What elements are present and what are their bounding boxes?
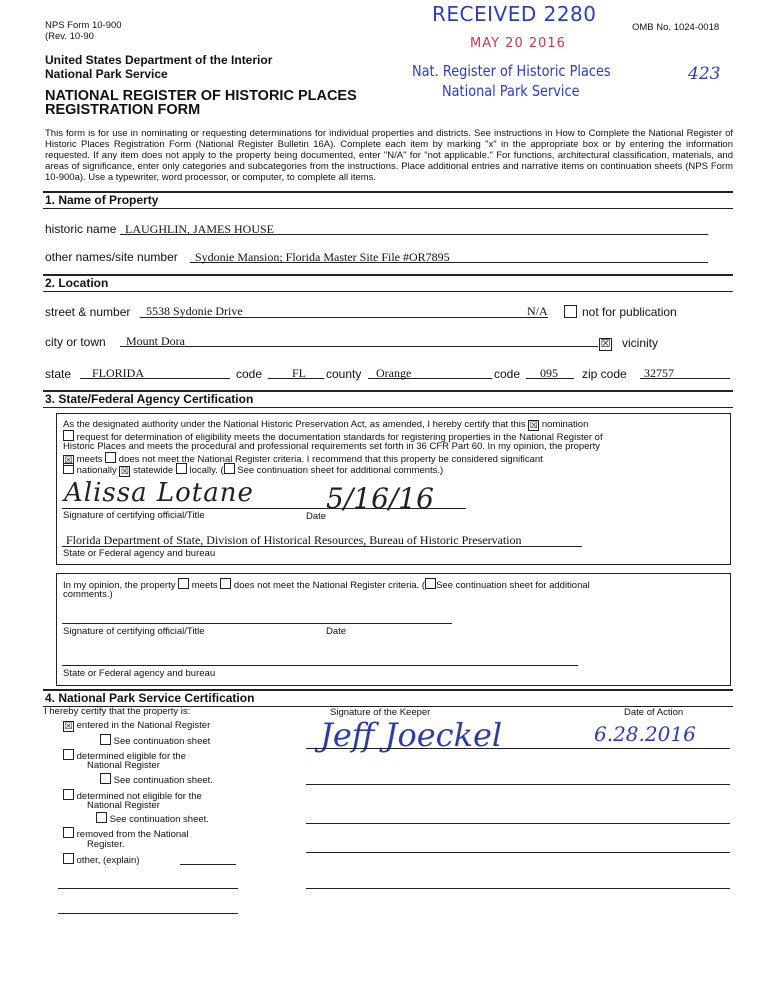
county-code-value[interactable]: 095 — [540, 366, 558, 380]
other-names-label: other names/site number — [45, 250, 178, 264]
agency-line-2 — [62, 665, 578, 666]
entered-option[interactable]: ☒ entered in the National Register — [64, 720, 211, 731]
keeper-signature-label: Signature of the Keeper — [330, 707, 431, 718]
department-name: United States Department of the Interior — [45, 53, 273, 67]
opinion-line-2: comments.) — [63, 589, 113, 600]
certify-line-3: Historic Places and meets the procedural and professional requirements set forth in 36 CFR Part 60. In my opinion, the property — [63, 441, 601, 452]
other-names-value[interactable]: Sydonie Mansion; Florida Master Site File #OR7895 — [195, 250, 450, 264]
keeper-line-4 — [306, 852, 730, 853]
removed-option-line-2: Register. — [87, 839, 125, 850]
street-na: N/A — [527, 304, 548, 318]
explain-line-2 — [58, 913, 238, 914]
agency-value[interactable]: Florida Department of State, Division of Historical Resources, Bureau of Historic Preservation — [66, 533, 522, 547]
stamp-nps-line: National Park Service — [442, 82, 580, 100]
historic-name-label: historic name — [45, 222, 117, 236]
state-code-label: code — [236, 367, 263, 381]
not-eligible-option[interactable]: determined not eligible for the — [63, 789, 202, 802]
certify-line-4: ☒ meets does not meet the National Register criteria. I recommend that this property be considered significant — [64, 454, 543, 465]
state-label: state — [45, 367, 72, 381]
certifying-official-signature: Alissa Lotane — [64, 478, 254, 508]
opinion-line-1: In my opinion, the property meets does not meet the National Register criteria. ( See continuation sheet for additional — [63, 580, 590, 591]
form-revision: (Rev. 10-90 — [45, 31, 94, 42]
zip-value[interactable]: 32757 — [644, 366, 674, 380]
received-date-stamp: MAY 20 2016 — [470, 36, 566, 51]
eligible-continuation[interactable]: See continuation sheet. — [100, 773, 213, 786]
historic-name-value[interactable]: LAUGHLIN, JAMES HOUSE — [125, 222, 274, 236]
street-label: street & number — [45, 305, 131, 319]
section-2-heading: 2. Location — [43, 274, 733, 292]
date-label-2: Date — [326, 626, 347, 637]
keeper-line-2 — [306, 784, 730, 785]
county-code-label: code — [494, 367, 521, 381]
not-eligible-option-line-2: National Register — [87, 800, 160, 811]
keeper-line-5 — [306, 888, 730, 889]
explain-line-1 — [58, 888, 238, 889]
agency-label-1: State or Federal agency and bureau — [63, 548, 216, 559]
state-value[interactable]: FLORIDA — [92, 366, 145, 380]
form-title-line1: NATIONAL REGISTER OF HISTORIC PLACES — [45, 88, 357, 104]
eligible-option[interactable]: determined eligible for the — [63, 749, 186, 762]
street-value[interactable]: 5538 Sydonie Drive — [146, 304, 243, 318]
not-for-publication-checkbox[interactable] — [564, 304, 577, 322]
state-code-value[interactable]: FL — [292, 366, 307, 380]
section-3-heading: 3. State/Federal Agency Certification — [43, 390, 733, 408]
signature-line-1 — [62, 508, 466, 509]
form-number: NPS Form 10-900 — [45, 20, 122, 31]
removed-option[interactable]: removed from the National — [63, 827, 189, 840]
service-name: National Park Service — [45, 67, 168, 81]
eligible-option-line-2: National Register — [87, 760, 160, 771]
signature-label-1: Signature of certifying official/Title — [63, 510, 205, 521]
certify-line-2: request for determination of eligibility meets the documentation standards for registering properties in the National Register of — [63, 430, 603, 443]
nps-certify-intro: I hereby certify that the property is: — [44, 706, 191, 717]
form-title-line2: REGISTRATION FORM — [45, 102, 201, 118]
omb-number: OMB No. 1024-0018 — [632, 22, 720, 33]
other-option[interactable]: other, (explain) — [63, 853, 139, 866]
agency-label-2: State or Federal agency and bureau — [63, 668, 216, 679]
date-label-1: Date — [306, 511, 327, 522]
agency-line-1 — [62, 546, 582, 547]
vicinity-checkbox[interactable]: ☒ — [600, 338, 611, 350]
city-label: city or town — [45, 335, 106, 349]
county-label: county — [326, 367, 362, 381]
received-stamp: RECEIVED 2280 — [432, 2, 597, 26]
other-explain-line — [180, 864, 236, 865]
city-value[interactable]: Mount Dora — [126, 334, 185, 348]
keeper-signature: Jeff Joeckel — [320, 716, 503, 754]
zip-label: zip code — [582, 367, 627, 381]
section-1-heading: 1. Name of Property — [43, 191, 733, 209]
not-eligible-continuation[interactable]: See continuation sheet. — [96, 812, 209, 825]
certify-line-1: As the designated authority under the National Historic Preservation Act, as amended, I hereby certify that this ☒ nomination — [63, 419, 589, 430]
date-of-action-handwritten: 6.28.2016 — [594, 722, 696, 746]
signature-label-2: Signature of certifying official/Title — [63, 626, 205, 637]
date-of-action-label: Date of Action — [624, 707, 684, 718]
vicinity-label: vicinity — [622, 336, 659, 350]
certification-date-handwritten: 5/16/16 — [326, 482, 434, 515]
entered-continuation[interactable]: See continuation sheet — [100, 734, 210, 747]
keeper-line-1 — [306, 748, 730, 749]
form-instructions: This form is for use in nominating or requesting determinations for individual properties and districts. See instructions in How to Complete the National Register of Historic Places Registration Form (National Register Bulletin 16A). Complete each item by marking "x" in the appropriate box or by entering the information requested. If any item does not apply to the property being documented, enter "N/A" for "not applicable." For functions, architectural classification, materials, and areas of significance, enter only categories and subcategories from the instructions. Place additional entries and narrative items on continuation sheets (NPS Form 10-900a). Use a typewriter, word processor, or computer, to complete all items. — [45, 128, 733, 183]
city-line — [120, 346, 598, 347]
keeper-line-3 — [306, 823, 730, 824]
signature-line-2 — [62, 623, 452, 624]
county-value[interactable]: Orange — [376, 366, 412, 380]
section-4-heading: 4. National Park Service Certification — [43, 689, 733, 707]
certify-line-5: nationally ☒ statewide locally. ( See continuation sheet for additional comments.) — [63, 463, 443, 477]
not-for-publication-label: not for publication — [582, 305, 677, 319]
handwritten-reference-number: 423 — [688, 64, 721, 84]
stamp-register-line: Nat. Register of Historic Places — [412, 62, 611, 80]
